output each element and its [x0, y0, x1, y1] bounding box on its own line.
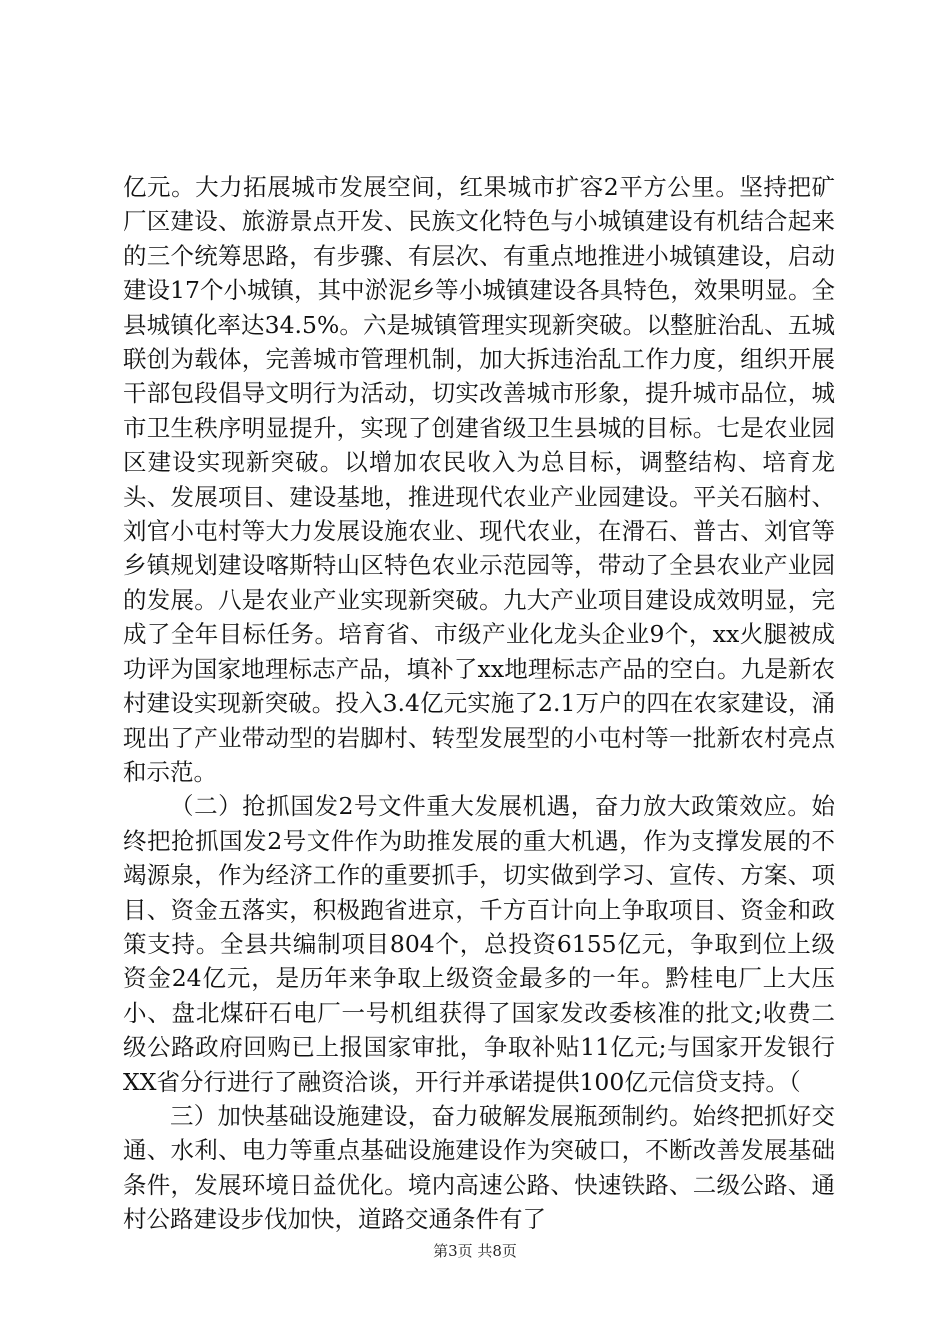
body-text — [123, 170, 835, 1237]
page-footer: 第3页 共8页 — [433, 1242, 517, 1260]
paragraph-2: （二）抢抓国发2号文件重大发展机遇，奋力放大政策效应。始终把抢抓国发2号文件作为助推发展的重大机遇，作为支撑发展的不竭源泉，作为经济工作的重要抓手，切实做到学习、宣传、方案、项目、资金五落实，积极跑省进京，千方百计向上争取项目、资金和政策支持。全县共编制项目804个，总投资6155亿元，争取到位上级资金24亿元，是历年来争取上级资金最多的一年。黔桂电厂上大压小、盘北煤矸石电厂一号机组获得了国家发改委核准的批文;收费二级公路政府回购已上报国家审批，争取补贴11亿元;与国家开发银行XX省分行进行了融资洽谈，开行并承诺提供100亿元信贷支持。（ — [123, 792, 835, 1096]
paragraph-3: 三）加快基础设施建设，奋力破解发展瓶颈制约。始终把抓好交通、水利、电力等重点基础设施建设作为突破口，不断改善发展基础条件，发展环境日益优化。境内高速公路、快速铁路、二级公路、通村公路建设步伐加快，道路交通条件有了 — [123, 1101, 835, 1234]
paragraph-1: 亿元。大力拓展城市发展空间，红果城市扩容2平方公里。坚持把矿厂区建设、旅游景点开发、民族文化特色与小城镇建设有机结合起来的三个统筹思路，有步骤、有层次、有重点地推进小城镇建设，启动建设17个小城镇，其中淤泥乡等小城镇建设各具特色，效果明显。全县城镇化率达34.5%。六是城镇管理实现新突破。以整脏治乱、五城联创为载体，完善城市管理机制，加大拆违治乱工作力度，组织开展干部包段倡导文明行为活动，切实改善城市形象，提升城市品位，城市卫生秩序明显提升，实现了创建省级卫生县城的目标。七是农业园区建设实现新突破。以增加农民收入为总目标，调整结构、培育龙头、发展项目、建设基地，推进现代农业产业园建设。平关石脑村、刘官小屯村等大力发展设施农业、现代农业，在滑石、普古、刘官等乡镇规划建设喀斯特山区特色农业示范园等，带动了全县农业产业园的发展。八是农业产业实现新突破。九大产业项目建设成效明显，完成了全年目标任务。培育省、市级产业化龙头企业9个，xx火腿被成功评为国家地理标志产品，填补了xx地理标志产品的空白。九是新农村建设实现新突破。投入3.4亿元实施了2.1万户的四在农家建设，涌现出了产业带动型的岩脚村、转型发展型的小屯村等一批新农村亮点和示范。 — [123, 173, 835, 786]
